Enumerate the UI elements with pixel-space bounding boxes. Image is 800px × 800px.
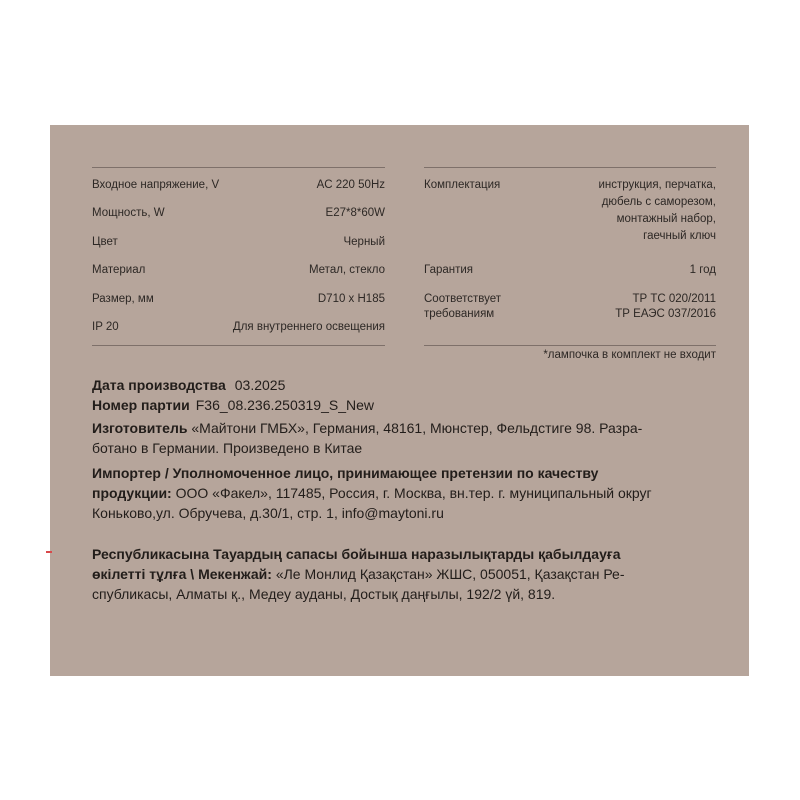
importer-line: ООО «Факел», 117485, Россия, г. Москва, вн.тер. г. муниципальный округ — [175, 485, 652, 501]
spec-value: Метал, стекло — [308, 264, 385, 276]
importer-label: Импортер / Уполномоченное лицо, принимающее претензии по качеству — [92, 465, 599, 481]
spec-label: Входное напряжение, V — [92, 179, 220, 191]
right-spec-table — [424, 167, 716, 352]
spec-value: E27*8*60W — [325, 207, 385, 219]
divider — [92, 345, 385, 346]
kazakh-label: Республикасына Тауардың сапасы бойынша наразылықтарды қабылдауға — [92, 546, 621, 562]
spec-value: Для внутреннего освещения — [232, 321, 385, 333]
importer-block — [92, 463, 717, 523]
spec-label: Мощность, W — [92, 207, 165, 219]
compliance-value: ТР ТС 020/2011 — [632, 293, 716, 305]
spec-value: Черный — [343, 236, 385, 248]
spec-label: Материал — [92, 264, 146, 276]
production-date-label: Дата производства — [92, 377, 226, 393]
kazakh-line: «Ле Монлид Қазақстан» ЖШС, 050051, Қазақстан Ре- — [275, 566, 625, 582]
manufacturer-line: ботано в Германии. Произведено в Китае — [92, 440, 363, 456]
kazakh-block — [92, 544, 717, 604]
compliance-value: ТР ЕАЭС 037/2016 — [615, 308, 716, 320]
manufacturer-line: «Майтони ГМБХ», Германия, 48161, Мюнстер, Фельдстиге 98. Разра- — [191, 420, 643, 436]
spec-value: D710 x H185 — [317, 293, 385, 305]
divider — [424, 345, 716, 346]
importer-line: Коньково,ул. Обручева, д.30/1, стр. 1, info@maytoni.ru — [92, 505, 444, 521]
warranty-label: Гарантия — [424, 264, 474, 276]
compliance-label: Соответствует — [424, 293, 502, 305]
spec-label: Цвет — [92, 236, 118, 248]
batch-value: F36_08.236.250319_S_New — [195, 397, 375, 413]
left-spec-table — [92, 167, 385, 352]
manufacturer-label: Изготовитель — [92, 420, 188, 436]
spec-label: IP 20 — [92, 321, 119, 333]
production-block — [92, 375, 717, 415]
warranty-value: 1 год — [689, 264, 716, 276]
divider — [92, 167, 385, 168]
kit-label: Комплектация — [424, 179, 501, 191]
kit-value-line: гаечный ключ — [643, 230, 716, 242]
spec-label: Размер, мм — [92, 293, 154, 305]
kit-value-line: дюбель с саморезом, — [601, 196, 716, 208]
red-edge-mark — [46, 551, 52, 553]
importer-label: продукции: — [92, 485, 172, 501]
divider — [424, 167, 716, 168]
bulb-note: *лампочка в комплект не входит — [543, 349, 716, 361]
kit-value-line: монтажный набор, — [616, 213, 716, 225]
manufacturer-block — [92, 418, 717, 458]
kazakh-line: спубликасы, Алматы қ., Медеу ауданы, Достық даңғылы, 192/2 үй, 819. — [92, 586, 556, 602]
spec-value: AC 220 50Hz — [316, 179, 385, 191]
batch-label: Номер партии — [92, 397, 190, 413]
kit-value-line: инструкция, перчатка, — [598, 179, 716, 191]
compliance-label: требованиям — [424, 308, 495, 320]
kazakh-label: өкілетті тұлға \ Мекенжай: — [92, 566, 272, 582]
production-date-value: 03.2025 — [234, 377, 286, 393]
